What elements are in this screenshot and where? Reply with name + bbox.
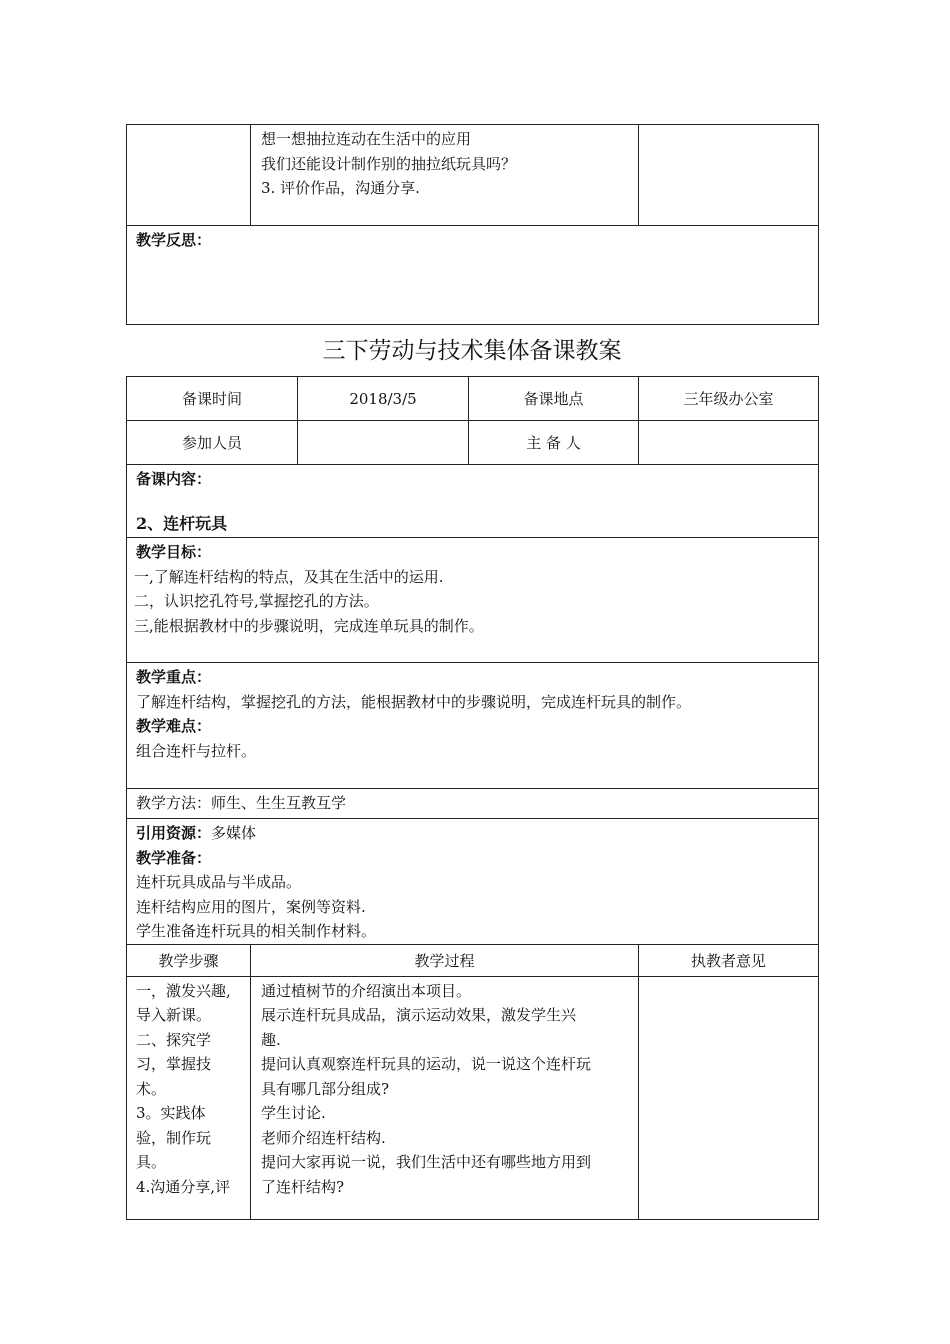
prep-item: 连杆玩具成品与半成品。: [136, 873, 302, 891]
difficulty-label: 教学难点：: [136, 717, 212, 735]
reflection-label: 教学反思：: [136, 231, 212, 249]
top-table: [126, 124, 819, 325]
resources-cell: [127, 819, 819, 945]
resources-line: [136, 821, 818, 846]
participants-label: 参加人员: [127, 421, 298, 465]
step-line: 4.沟通分享,评: [136, 1177, 231, 1196]
method-text: 教学方法：师生、生生互教互学: [136, 794, 347, 813]
resources-value: 多媒体: [211, 824, 257, 842]
page-title: 三下劳动与技术集体备课教案: [322, 338, 622, 364]
goals-cell: [127, 538, 819, 663]
lead-label: 主 备 人: [469, 421, 639, 465]
step-line: 3。实践体: [136, 1104, 206, 1122]
process-line: 提问大家再说一说，我们生活中还有哪些地方用到: [261, 1153, 592, 1171]
resources-label: 引用资源：: [136, 824, 212, 842]
opinion-cell: [639, 976, 819, 1219]
difficulty-text: 组合连杆与拉杆。: [136, 741, 257, 760]
content-cell: [127, 465, 819, 538]
process-line: 具有哪几部分组成?: [261, 1079, 390, 1098]
process-line: 提问认真观察连杆玩具的运动，说一说这个连杆玩: [261, 1055, 592, 1073]
process-line: 想一想抽拉连动在生活中的应用: [261, 130, 472, 148]
process-line: 我们还能设计制作别的抽拉纸玩具吗？: [261, 154, 517, 173]
step-line: 术。: [136, 1079, 167, 1098]
method-cell: [127, 789, 819, 819]
key-points-text: 了解连杆结构，掌握挖孔的方法，能根据教材中的步骤说明，完成连杆玩具的制作。: [136, 692, 692, 711]
reflection-cell: [127, 226, 819, 325]
process-line: 了连杆结构?: [261, 1177, 345, 1196]
header-process: 教学过程: [251, 944, 639, 976]
time-value: 2018/3/5: [298, 377, 469, 421]
process-line: 通过植树节的介绍演出本项目。: [261, 981, 472, 1000]
prep-label: 教学准备：: [136, 848, 212, 867]
participants-value: [298, 421, 469, 465]
key-points-cell: [127, 663, 819, 789]
process-line: 趣.: [261, 1030, 281, 1049]
top-process-cell: [251, 125, 639, 226]
step-line: 具。: [136, 1153, 167, 1171]
process-line: 展示连杆玩具成品，演示运动效果，激发学生兴: [261, 1006, 577, 1024]
lesson-title: 2、连杆玩具: [136, 513, 228, 533]
place-value: 三年级办公室: [639, 377, 819, 421]
process-line: 3. 评价作品，沟通分享.: [261, 179, 420, 197]
process-cell: [251, 976, 639, 1219]
process-line: 学生讨论.: [261, 1104, 326, 1122]
step-line: 二、探究学: [136, 1030, 212, 1049]
step-line: 习，掌握技: [136, 1055, 212, 1073]
step-line: 导入新课。: [136, 1006, 212, 1024]
place-label: 备课地点: [469, 377, 639, 421]
goals-label: 教学目标：: [136, 543, 212, 561]
top-opinion-cell: [639, 125, 819, 226]
header-steps: 教学步骤: [127, 944, 251, 976]
goal-item: 二，认识挖孔符号,掌握挖孔的方法。: [134, 592, 379, 610]
lesson-plan-table: [126, 376, 819, 1220]
time-label: 备课时间: [127, 377, 298, 421]
step-line: 验，制作玩: [136, 1128, 212, 1147]
step-line: 一，激发兴趣,: [136, 981, 231, 1000]
key-points-label: 教学重点：: [136, 668, 212, 686]
prep-item: 学生准备连杆玩具的相关制作材料。: [136, 922, 377, 940]
process-line: 老师介绍连杆结构.: [261, 1128, 386, 1147]
top-step-cell: [127, 125, 251, 226]
lead-value: [639, 421, 819, 465]
goal-item: 三,能根据教材中的步骤说明，完成连单玩具的制作。: [134, 616, 484, 635]
content-label: 备课内容：: [136, 470, 212, 488]
prep-item: 连杆结构应用的图片，案例等资料.: [136, 897, 366, 916]
goal-item: 一,了解连杆结构的特点，及其在生活中的运用.: [134, 567, 444, 586]
steps-cell: [127, 976, 251, 1219]
header-opinion: 执教者意见: [639, 944, 819, 976]
